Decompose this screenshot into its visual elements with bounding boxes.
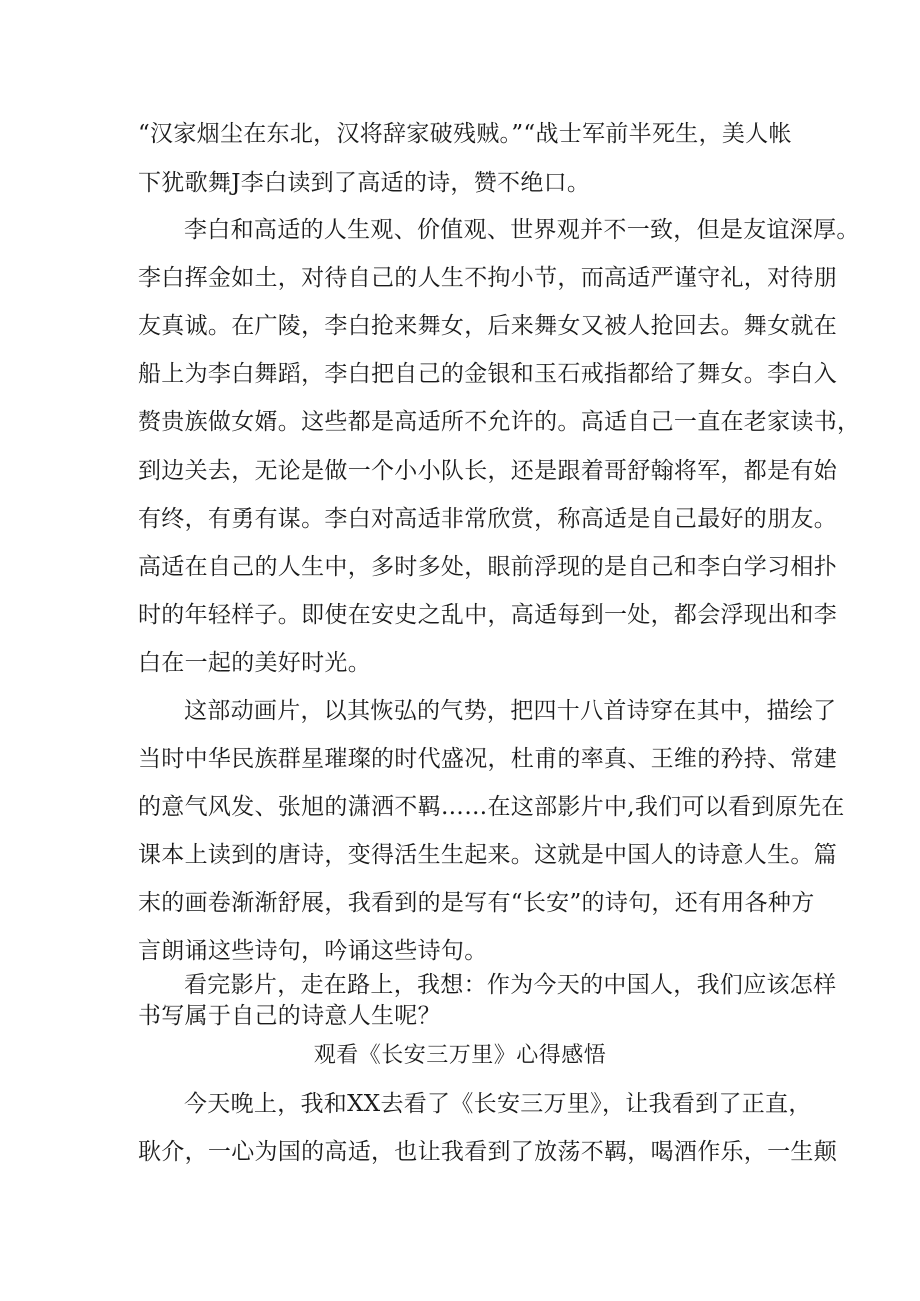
paragraph-2-line-1: 李白和高适的人生观、价值观、世界观并不一致，但是友谊深厚。: [184, 217, 860, 243]
paragraph-3-line-3: 的意气风发、张旭的潇洒不羁……在这部影片中,我们可以看到原先在: [138, 794, 845, 820]
paragraph-4-line-2: 书写属于自己的诗意人生呢？: [138, 1003, 441, 1029]
paragraph-2-line-2: 李白挥金如土，对待自己的人生不拘小节，而高适严谨守礼，对待朋: [138, 265, 837, 291]
paragraph-3-line-4: 课本上读到的唐诗，变得活生生起来。这就是中国人的诗意人生。篇: [138, 842, 837, 868]
paragraph-3-line-2: 当时中华民族群星璀璨的时代盛况，杜甫的率真、王维的矜持、常建: [138, 746, 837, 772]
paragraph-3-line-1: 这部动画片，以其恢弘的气势，把四十八首诗穿在其中，描绘了: [184, 698, 837, 724]
paragraph-2-line-10: 白在一起的美好时光。: [138, 650, 371, 676]
paragraph-2-line-8: 高适在自己的人生中，多时多处，眼前浮现的是自己和李白学习相扑: [138, 554, 837, 580]
section-heading: 观看《长安三万里》心得感悟: [313, 1043, 607, 1068]
paragraph-1-line-1: “汉家烟尘在东北，汉将辞家破残贼。”“战士军前半死生，美人帐: [138, 121, 792, 147]
paragraph-2-line-6: 到边关去，无论是做一个小小队长，还是跟着哥舒翰将军，都是有始: [138, 458, 837, 484]
paragraph-1-line-2: 下犹歌舞J李白读到了高适的诗，赞不绝口。: [138, 170, 591, 196]
paragraph-2-line-3: 友真诚。在广陵，李白抢来舞女，后来舞女又被人抢回去。舞女就在: [138, 313, 837, 339]
paragraph-3-line-5: 末的画卷渐渐舒展，我看到的是写有“长安”的诗句，还有用各种方: [138, 890, 815, 916]
paragraph-2-line-7: 有终，有勇有谋。李白对高适非常欣赏，称高适是自己最好的朋友。: [138, 506, 837, 532]
paragraph-3-line-6: 言朗诵这些诗句，吟诵这些诗句。: [138, 938, 488, 964]
paragraph-2-line-4: 船上为李白舞蹈，李白把自己的金银和玉石戒指都给了舞女。李白入: [138, 361, 837, 387]
paragraph-5-line-2: 耿介，一心为国的高适，也让我看到了放荡不羁，喝酒作乐，一生颠: [138, 1139, 837, 1165]
paragraph-4-line-1: 看完影片，走在路上，我想：作为今天的中国人，我们应该怎样: [184, 972, 837, 998]
paragraph-5-line-1: 今天晚上，我和XX去看了《长安三万里》，让我看到了正直，: [184, 1091, 812, 1117]
paragraph-2-line-5: 赘贵族做女婿。这些都是高适所不允许的。高适自己一直在老家读书，: [138, 409, 861, 435]
paragraph-2-line-9: 时的年轻样子。即使在安史之乱中，高适每到一处，都会浮现出和李: [138, 602, 837, 628]
